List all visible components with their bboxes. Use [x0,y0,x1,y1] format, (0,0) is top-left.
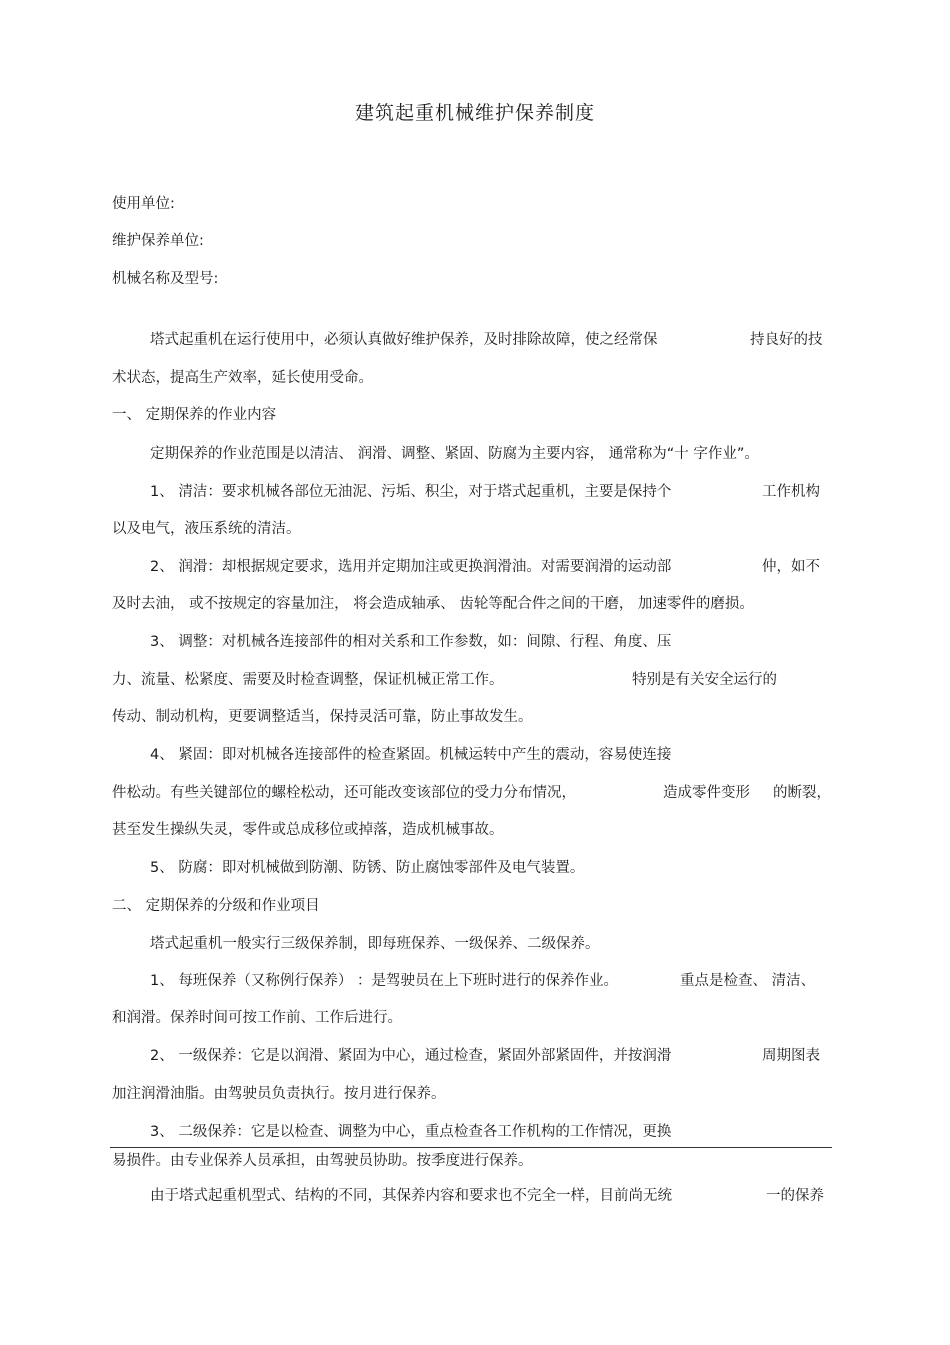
item-fastening-line-2: 件松动。有些关键部位的螺栓松动，还可能改变该部位的受力分布情况， [112,785,576,801]
intro-line-2: 术状态，提高生产效率，延长使用受命。 [112,370,373,386]
item-level2-line-2: 易损件。由专业保养人员承担，由驾驶员协助。按季度进行保养。 [112,1153,533,1169]
field-unit: 使用单位: [112,196,175,212]
section-2-heading: 二、 定期保养的分级和作业项目 [112,898,320,914]
intro-line-1a: 塔式起重机在运行使用中，必须认真做好维护保养，及时排除故障，使之经常保 [150,332,658,348]
item-cleaning-line-1-end: 工作机构 [762,484,820,500]
item-level1-line-2: 加注润滑油脂。由驾驶员负责执行。按月进行保养。 [112,1086,446,1102]
item-fastening-line-2-mid: 造成零件变形 [663,785,750,801]
item-shift-line-2: 和润滑。保养时间可按工作前、工作后进行。 [112,1010,402,1026]
item-adjustment-line-2: 力、流量、松紧度、需要及时检查调整，保证机械正常工作。 [112,672,504,688]
field-maintenance-unit: 维护保养单位: [112,233,204,249]
item-shift-line-1: 1、 每班保养（又称例行保养） ：是驾驶员在上下班时进行的保养作业。 [150,973,618,989]
item-level1-line-1: 2、 一级保养：它是以润滑、紧固为中心，通过检查，紧固外部紧固件，并按润滑 [150,1048,672,1064]
item-level2-line-1: 3、 二级保养：它是以检查、调整为中心，重点检查各工作机构的工作情况，更换 [150,1124,672,1140]
closing-paragraph-line-1: 由于塔式起重机型式、结构的不同，其保养内容和要求也不完全一样，目前尚无统 [150,1188,672,1204]
item-lubrication-line-2: 及时去油， 或不按规定的容量加注， 将会造成轴承、 齿轮等配合件之间的干磨， 加速零件的磨损。 [112,596,754,612]
section-1-heading: 一、 定期保养的作业内容 [112,407,277,423]
intro-line-1b: 持良好的技 [750,332,823,348]
item-shift-line-1-end: 重点是检查、 清洁、 [680,973,816,989]
closing-paragraph-line-1-end: 一的保养 [766,1188,824,1204]
item-lubrication-line-1-end: 仲，如不 [762,559,820,575]
section-2-paragraph: 塔式起重机一般实行三级保养制，即每班保养、一级保养、二级保养。 [150,936,600,952]
item-cleaning-line-1: 1、 清洁：要求机械各部位无油泥、污垢、积尘，对于塔式起重机，主要是保持个 [150,484,672,500]
item-fastening-line-1: 4、 紧固：即对机械各连接部件的检查紧固。机械运转中产生的震动，容易使连接 [150,747,672,763]
section-1-paragraph: 定期保养的作业范围是以清洁、 润滑、调整、紧固、防腐为主要内容， 通常称为“十 字作业”。 [150,446,759,462]
item-fastening-line-3: 甚至发生操纵失灵，零件或总成移位或掉落，造成机械事故。 [112,822,504,838]
item-fastening-line-2-end: 的断裂， [773,785,831,801]
item-anticorrosion: 5、 防腐：即对机械做到防潮、防锈、防止腐蚀零部件及电气装置。 [150,860,585,876]
item-adjustment-line-1: 3、 调整：对机械各连接部件的相对关系和工作参数，如：间隙、行程、角度、压 [150,634,672,650]
item-adjustment-line-2-end: 特别是有关安全运行的 [632,672,777,688]
document-title: 建筑起重机械维护保养制度 [354,102,595,124]
item-adjustment-line-3: 传动、制动机构，更要调整适当，保持灵活可靠，防止事故发生。 [112,709,533,725]
item-cleaning-line-2: 以及电气，液压系统的清洁。 [112,521,301,537]
item-level1-line-1-end: 周期图表 [762,1048,820,1064]
item-lubrication-line-1: 2、 润滑：却根据规定要求，选用并定期加注或更换润滑油。对需要润滑的运动部 [150,559,672,575]
horizontal-rule [110,1147,832,1148]
field-machine: 机械名称及型号: [112,271,219,287]
